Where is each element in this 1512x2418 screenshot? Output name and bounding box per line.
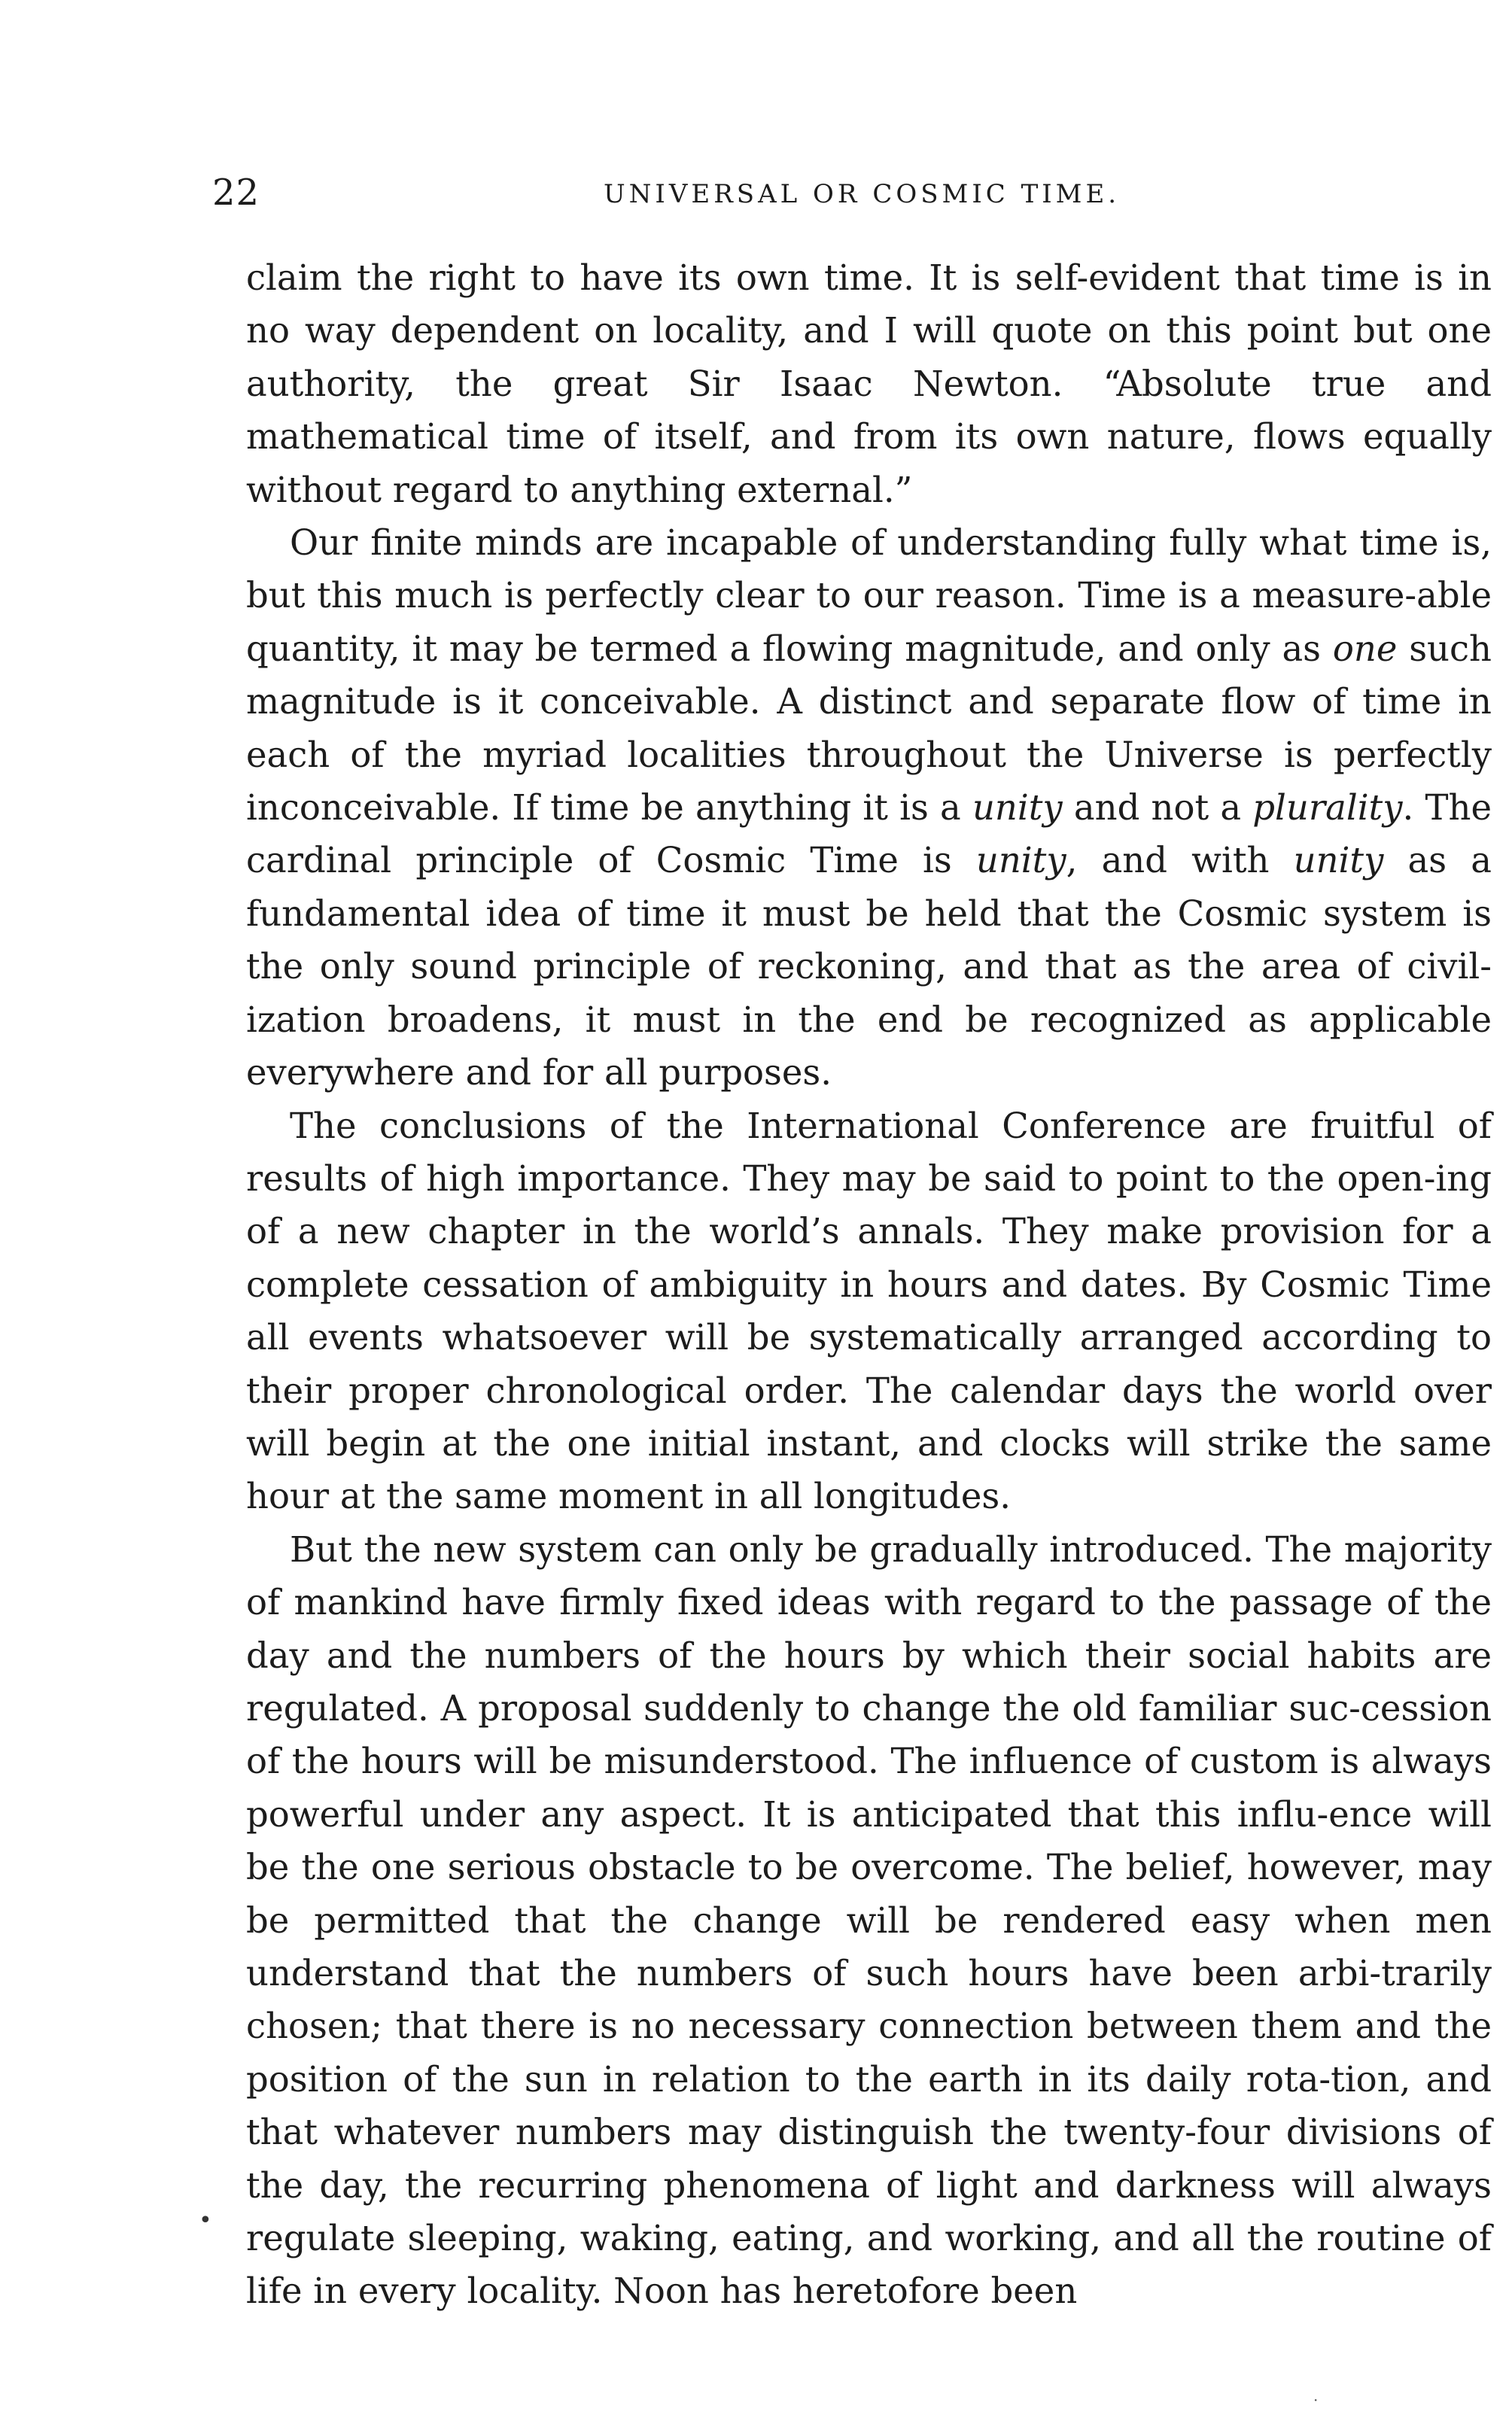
text-run: as a fundamental idea of time it must be held that the Cosmic system is the only sound principle of reckoning, and that as the area of civil-ization broadens, it must in the end be recognized as applicable everywhere and for all purposes. bbox=[246, 840, 1492, 1093]
text-run: claim the right to have its own time. It is self-evident that time is in no way dependent on locality, and I will quote on this point but one authority, the great Sir Isaac Newton. “Absolute true and mathematical time of itself, and from its own nature, flows equally without regard to anything external.” bbox=[246, 257, 1492, 510]
paragraph bbox=[246, 1523, 1492, 2318]
text-run: , and with bbox=[1066, 840, 1294, 881]
italic-text: unity bbox=[975, 840, 1066, 881]
page-header bbox=[212, 172, 1492, 217]
italic-text: one bbox=[1332, 628, 1398, 669]
running-title: UNIVERSAL OR COSMIC TIME. bbox=[604, 179, 1121, 209]
text-run: and not a bbox=[1062, 787, 1253, 829]
body-text bbox=[246, 251, 1492, 2318]
text-run: such magnitude is it conceivable. A distinct and separate flow of time in each of the myriad localities throughout the Universe is perfectly inconceivable. If time be anything it is a bbox=[246, 628, 1492, 829]
italic-text: unity bbox=[1293, 840, 1384, 881]
page-number: 22 bbox=[212, 172, 260, 214]
text-run: The conclusions of the International Conference are fruitful of results of high importance. They may be said to point to the open-ing of a new chapter in the world’s annals. They make provision for a complete cessation of ambiguity in hours and dates. By Cosmic Time all events whatsoever will be systematically arranged according to their proper chronological order. The calendar days the world over will begin at the one initial instant, and clocks will strike the same hour at the same moment in all longitudes. bbox=[246, 1105, 1492, 1517]
text-run: But the new system can only be gradually introduced. The majority of mankind have firmly fixed ideas with regard to the passage of the day and the numbers of the hours by which their social habits are regulated. A proposal suddenly to change the old familiar suc-cession of the hours will be misunderstood. The influence of custom is always powerful under any aspect. It is anticipated that this influ-ence will be the one serious obstacle to be overcome. The belief, however, may be permitted that the change will be rendered easy when men understand that the numbers of such hours have been arbi-trarily chosen; that there is no necessary connection between them and the position of the sun in relation to the earth in its daily rota-tion, and that whatever numbers may distinguish the twenty-four divisions of the day, the recurring phenomena of light and darkness will always regulate sleeping, waking, eating, and working, and all the routine of life in every locality. Noon has heretofore been bbox=[246, 1528, 1492, 2312]
print-speck: · bbox=[1313, 2391, 1319, 2409]
text-run: . The cardinal principle of Cosmic Time is bbox=[246, 787, 1492, 881]
italic-text: plurality bbox=[1252, 787, 1403, 829]
paragraph bbox=[246, 1100, 1492, 1523]
paragraph bbox=[246, 251, 1492, 516]
text-run: Our finite minds are incapable of understanding fully what time is, but this much is perfectly clear to our reason. Time is a measure-able quantity, it may be termed a flowing magnitude, and only as bbox=[246, 522, 1492, 669]
italic-text: unity bbox=[972, 787, 1063, 829]
margin-mark: • bbox=[199, 2207, 212, 2234]
paragraph bbox=[246, 516, 1492, 1099]
